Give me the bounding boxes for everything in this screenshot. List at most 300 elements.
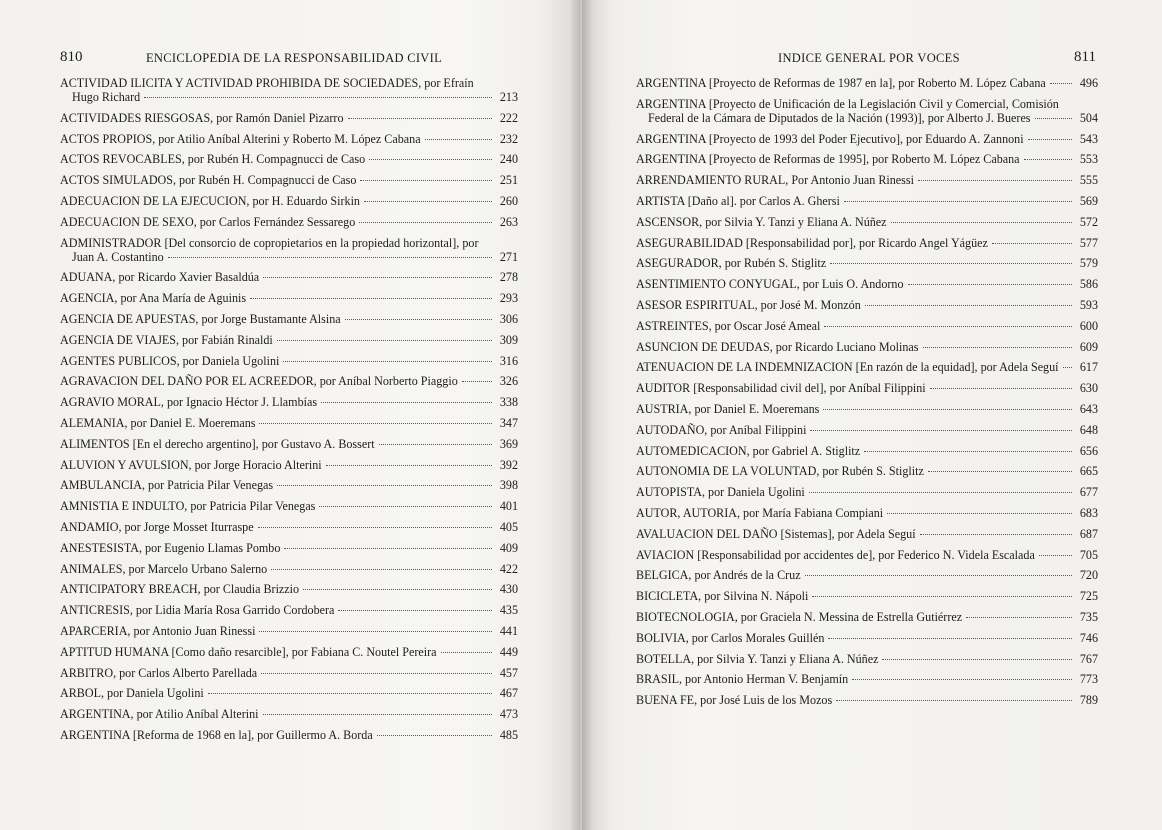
entry-title: AGRAVACION DEL DAÑO POR EL ACREEDOR, por Aníbal Norberto Piaggio [60, 374, 458, 389]
dot-leader [348, 118, 492, 119]
entry-title: ANESTESISTA, por Eugenio Llamas Pombo [60, 540, 281, 555]
entry-row [636, 256, 1098, 270]
entry-row [60, 312, 518, 326]
entry-page-number: 600 [1079, 318, 1098, 333]
index-entry [60, 624, 518, 638]
entry-page-number: 405 [499, 519, 518, 534]
entry-title: ARBITRO, por Carlos Alberto Parellada [60, 665, 258, 680]
dot-leader [259, 631, 492, 632]
entry-row [636, 631, 1098, 645]
running-title: INDICE GENERAL POR VOCES [778, 51, 960, 65]
entry-title: ADUANA, por Ricardo Xavier Basaldúa [60, 270, 260, 285]
dot-leader [1028, 139, 1072, 140]
entry-title: BUENA FE, por José Luis de los Mozos [636, 693, 833, 708]
entry-page-number: 683 [1079, 505, 1098, 520]
entry-row [60, 562, 518, 576]
entry-page-number: 278 [499, 270, 518, 285]
entry-title: AGENCIA, por Ana María de Aguinis [60, 291, 247, 306]
index-entry [636, 589, 1098, 603]
dot-leader [865, 305, 1072, 306]
dot-leader [918, 180, 1072, 181]
entry-row [60, 541, 518, 555]
index-entry [60, 194, 518, 208]
entry-title: ARGENTINA [Proyecto de Reformas de 1995], por Roberto M. López Cabana [636, 152, 1020, 167]
entry-title: AUTONOMIA DE LA VOLUNTAD, por Rubén S. Stiglitz [636, 464, 924, 479]
dot-leader [377, 735, 492, 736]
dot-leader [930, 388, 1072, 389]
dot-leader [258, 527, 492, 528]
dot-leader [891, 222, 1072, 223]
entry-title: BRASIL, por Antonio Herman V. Benjamín [636, 672, 849, 687]
entry-row [636, 693, 1098, 707]
entry-title: AUTODAÑO, por Aníbal Filippini [636, 422, 807, 437]
entry-row [60, 173, 518, 187]
entry-page-number: 467 [499, 686, 518, 701]
dot-leader [259, 423, 492, 424]
dot-leader [369, 159, 492, 160]
index-entry [60, 215, 518, 229]
entry-title: AVALUACION DEL DAÑO [Sistemas], por Adela Seguí [636, 526, 916, 541]
index-entry [636, 506, 1098, 520]
entry-page-number: 572 [1079, 214, 1098, 229]
entry-title: ASEGURABILIDAD [Responsabilidad por], por Ricardo Angel Yágüez [636, 235, 988, 250]
entry-title: ACTOS SIMULADOS, por Rubén H. Compagnucci de Caso [60, 173, 357, 188]
entry-title: AUTOR, AUTORIA, por María Fabiana Compiani [636, 505, 884, 520]
index-entry [60, 76, 518, 104]
entry-page-number: 409 [499, 540, 518, 555]
entry-title: Hugo Richard [72, 90, 141, 104]
entry-page-number: 213 [499, 90, 518, 104]
entry-row [60, 291, 518, 305]
entry-title: AGRAVIO MORAL, por Ignacio Héctor J. Llambías [60, 395, 318, 410]
entry-row [60, 132, 518, 146]
entry-title: AGENCIA DE APUESTAS, por Jorge Bustamante Alsina [60, 311, 341, 326]
entry-title: AGENCIA DE VIAJES, por Fabián Rinaldi [60, 332, 273, 347]
page-number: 811 [1074, 49, 1096, 65]
entry-page-number: 222 [499, 110, 518, 125]
entry-row [636, 464, 1098, 478]
entry-page-number: 485 [499, 727, 518, 742]
entry-page-number: 767 [1079, 651, 1098, 666]
entry-title: ARBOL, por Daniela Ugolini [60, 686, 204, 701]
entry-row [636, 485, 1098, 499]
dot-leader [303, 589, 492, 590]
entry-title: AUSTRIA, por Daniel E. Moeremans [636, 401, 820, 416]
entry-row [60, 250, 518, 264]
entry-page-number: 271 [499, 249, 518, 264]
entry-title: ARGENTINA, por Atilio Aníbal Alterini [60, 707, 259, 722]
entry-row [636, 548, 1098, 562]
entry-row [60, 520, 518, 534]
entry-row [60, 437, 518, 451]
entry-page-number: 326 [499, 374, 518, 389]
entry-page-number: 251 [499, 173, 518, 188]
index-entry [636, 132, 1098, 146]
dot-leader [338, 610, 492, 611]
entry-page-number: 665 [1079, 464, 1098, 479]
entry-page-number: 725 [1079, 589, 1098, 604]
entry-title: ALUVION Y AVULSION, por Jorge Horacio Alterini [60, 457, 322, 472]
entry-title: AVIACION [Responsabilidad por accidentes de], por Federico N. Videla Escalada [636, 547, 1035, 562]
index-entry [60, 458, 518, 472]
entry-title: AMNISTIA E INDULTO, por Patricia Pilar Venegas [60, 499, 316, 514]
dot-leader [168, 257, 492, 258]
dot-leader [441, 652, 492, 653]
entry-row [636, 215, 1098, 229]
index-entry [636, 236, 1098, 250]
dot-leader [208, 693, 492, 694]
dot-leader [277, 340, 492, 341]
entry-row [636, 319, 1098, 333]
index-entry [636, 402, 1098, 416]
entry-title: ASENTIMIENTO CONYUGAL, por Luis O. Andorno [636, 277, 904, 292]
index-entry [636, 381, 1098, 395]
entry-row [636, 111, 1098, 125]
entry-title: ACTOS REVOCABLES, por Rubén H. Compagnucci de Caso [60, 152, 366, 167]
dot-leader [830, 263, 1072, 264]
index-entry [636, 340, 1098, 354]
entry-title: ADECUACION DE LA EJECUCION, por H. Eduardo Sirkin [60, 193, 360, 208]
index-entry [60, 236, 518, 264]
entry-page-number: 789 [1079, 693, 1098, 708]
index-entries [636, 76, 1098, 714]
entry-row [60, 582, 518, 596]
entry-page-number: 401 [499, 499, 518, 514]
dot-leader [321, 402, 492, 403]
index-entry [60, 111, 518, 125]
index-entry [636, 194, 1098, 208]
entry-title: ASCENSOR, por Silvia Y. Tanzi y Eliana A. Núñez [636, 214, 887, 229]
dot-leader [852, 679, 1072, 680]
entry-row [60, 666, 518, 680]
entry-title: ARTISTA [Daño al]. por Carlos A. Ghersi [636, 193, 840, 208]
index-entry [60, 707, 518, 721]
entry-page-number: 309 [499, 332, 518, 347]
dot-leader [319, 506, 492, 507]
entry-title: ANDAMIO, por Jorge Mosset Iturraspe [60, 519, 254, 534]
entry-row [60, 499, 518, 513]
index-entry [636, 215, 1098, 229]
dot-leader [261, 673, 492, 674]
index-entry [60, 312, 518, 326]
index-entry [636, 693, 1098, 707]
entry-title: ASESOR ESPIRITUAL, por José M. Monzón [636, 297, 861, 312]
dot-leader [810, 430, 1072, 431]
dot-leader [1039, 555, 1072, 556]
entry-title: AGENTES PUBLICOS, por Daniela Ugolini [60, 353, 280, 368]
entry-row [60, 728, 518, 742]
entry-page-number: 593 [1079, 297, 1098, 312]
entry-page-number: 496 [1079, 76, 1098, 90]
entry-page-number: 553 [1079, 152, 1098, 167]
entry-row [60, 374, 518, 388]
entry-title: ASUNCION DE DEUDAS, por Ricardo Luciano Molinas [636, 339, 919, 354]
index-entry [60, 478, 518, 492]
entry-row [636, 194, 1098, 208]
entry-title: AUDITOR [Responsabilidad civil del], por Aníbal Filippini [636, 381, 926, 396]
entry-page-number: 735 [1079, 609, 1098, 624]
index-entry [60, 437, 518, 451]
entry-title: ARGENTINA [Proyecto de Reformas de 1987 en la], por Roberto M. López Cabana [636, 76, 1046, 90]
entry-page-number: 293 [499, 291, 518, 306]
entry-title: ARGENTINA [Proyecto de 1993 del Poder Ejecutivo], por Eduardo A. Zannoni [636, 131, 1024, 146]
entry-title: ALIMENTOS [En el derecho argentino], por Gustavo A. Bossert [60, 436, 375, 451]
entry-row [60, 707, 518, 721]
entry-page-number: 263 [499, 214, 518, 229]
entry-page-number: 586 [1079, 277, 1098, 292]
entry-title: ACTIVIDADES RIESGOSAS, por Ramón Daniel Pizarro [60, 110, 344, 125]
right-page [582, 0, 1162, 830]
entry-row [636, 152, 1098, 166]
entry-row [60, 333, 518, 347]
index-entry [636, 548, 1098, 562]
entry-title: ARGENTINA [Reforma de 1968 en la], por Guillermo A. Borda [60, 727, 373, 742]
entry-page-number: 240 [499, 152, 518, 167]
entry-row [636, 423, 1098, 437]
entry-row [60, 416, 518, 430]
entry-page-number: 369 [499, 436, 518, 451]
entry-row [636, 236, 1098, 250]
index-entry [60, 416, 518, 430]
index-entry [60, 520, 518, 534]
dot-leader [144, 97, 492, 98]
entry-page-number: 232 [499, 131, 518, 146]
index-entry [636, 527, 1098, 541]
entry-row [636, 589, 1098, 603]
entry-title-line: ACTIVIDAD ILICITA Y ACTIVIDAD PROHIBIDA DE SOCIEDADES, por Efraín [60, 76, 474, 90]
entry-title: APTITUD HUMANA [Como daño resarcible], por Fabiana C. Noutel Pereira [60, 644, 437, 659]
index-entry [60, 666, 518, 680]
entry-title: ANIMALES, por Marcelo Urbano Salerno [60, 561, 268, 576]
entry-row [60, 270, 518, 284]
entry-row [60, 478, 518, 492]
entry-row [636, 672, 1098, 686]
entry-row [636, 402, 1098, 416]
entry-title-line: ARGENTINA [Proyecto de Unificación de la Legislación Civil y Comercial, Comisión [636, 96, 1059, 111]
index-entry [60, 562, 518, 576]
entry-row [636, 568, 1098, 582]
entry-title: BICICLETA, por Silvina N. Nápoli [636, 589, 809, 604]
entry-row [636, 444, 1098, 458]
entry-row [636, 340, 1098, 354]
index-entry [60, 499, 518, 513]
entry-page-number: 687 [1079, 526, 1098, 541]
entry-page-number: 422 [499, 561, 518, 576]
index-entry [636, 672, 1098, 686]
dot-leader [1024, 159, 1072, 160]
index-entry [60, 395, 518, 409]
dot-leader [824, 326, 1072, 327]
entry-row [636, 173, 1098, 187]
entry-row [60, 215, 518, 229]
entry-row [60, 686, 518, 700]
dot-leader [823, 409, 1072, 410]
index-entry [60, 291, 518, 305]
entry-page-number: 643 [1079, 401, 1098, 416]
index-entry [60, 152, 518, 166]
dot-leader [1050, 83, 1072, 84]
entry-page-number: 555 [1079, 173, 1098, 188]
dot-leader [359, 222, 492, 223]
dot-leader [263, 277, 492, 278]
entry-row [60, 354, 518, 368]
index-entry [636, 568, 1098, 582]
entry-title: AUTOPISTA, por Daniela Ugolini [636, 485, 805, 500]
dot-leader [326, 465, 492, 466]
entry-title: ANTICRESIS, por Lidia María Rosa Garrido Cordobera [60, 603, 335, 618]
index-entry [636, 256, 1098, 270]
entry-title: AMBULANCIA, por Patricia Pilar Venegas [60, 478, 274, 493]
entry-row [60, 152, 518, 166]
entry-page-number: 441 [499, 623, 518, 638]
entry-page-number: 609 [1079, 339, 1098, 354]
index-entry [60, 132, 518, 146]
index-entry [636, 444, 1098, 458]
index-entry [60, 686, 518, 700]
index-entry [636, 319, 1098, 333]
entry-row [636, 360, 1098, 374]
entry-page-number: 630 [1079, 381, 1098, 396]
dot-leader [887, 513, 1072, 514]
entry-page-number: 656 [1079, 443, 1098, 458]
index-entry [60, 354, 518, 368]
entry-page-number: 705 [1079, 547, 1098, 562]
dot-leader [1035, 118, 1072, 119]
index-entry [60, 645, 518, 659]
dot-leader [809, 492, 1072, 493]
entry-title: ATENUACION DE LA INDEMNIZACION [En razón de la equidad], por Adela Seguí [636, 360, 1059, 375]
entry-page-number: 569 [1079, 193, 1098, 208]
index-entry [636, 173, 1098, 187]
entry-title: BELGICA, por Andrés de la Cruz [636, 568, 801, 583]
index-entry [636, 277, 1098, 291]
entry-title: BIOTECNOLOGIA, por Graciela N. Messina de Estrella Gutiérrez [636, 609, 963, 624]
dot-leader [360, 180, 492, 181]
index-entry [636, 610, 1098, 624]
entry-page-number: 773 [1079, 672, 1098, 687]
entry-title: APARCERIA, por Antonio Juan Rinessi [60, 623, 256, 638]
entry-title: ARRENDAMIENTO RURAL, Por Antonio Juan Rinessi [636, 173, 914, 188]
dot-leader [828, 638, 1072, 639]
entry-row [636, 610, 1098, 624]
dot-leader [379, 444, 492, 445]
entry-row [60, 645, 518, 659]
dot-leader [250, 298, 492, 299]
running-title: ENCICLOPEDIA DE LA RESPONSABILIDAD CIVIL [146, 51, 443, 65]
entry-row [60, 624, 518, 638]
dot-leader [263, 714, 492, 715]
dot-leader [844, 201, 1072, 202]
index-entry [60, 374, 518, 388]
entry-page-number: 579 [1079, 256, 1098, 271]
dot-leader [812, 596, 1072, 597]
entry-page-number: 473 [499, 707, 518, 722]
entry-title: BOTELLA, por Silvia Y. Tanzi y Eliana A. Núñez [636, 651, 879, 666]
entry-page-number: 746 [1079, 630, 1098, 645]
entry-row [60, 194, 518, 208]
entry-row [636, 527, 1098, 541]
entry-row [636, 132, 1098, 146]
index-entry [60, 582, 518, 596]
dot-leader [992, 243, 1072, 244]
dot-leader [345, 319, 492, 320]
index-entry [636, 485, 1098, 499]
index-entry [636, 76, 1098, 90]
entry-page-number: 677 [1079, 485, 1098, 500]
index-entry [60, 173, 518, 187]
entry-page-number: 577 [1079, 235, 1098, 250]
dot-leader [462, 381, 492, 382]
index-entries [60, 76, 518, 749]
entry-title: ANTICIPATORY BREACH, por Claudia Brizzio [60, 582, 300, 597]
entry-row [60, 458, 518, 472]
index-entry [636, 97, 1098, 125]
index-entry [60, 541, 518, 555]
entry-page-number: 338 [499, 395, 518, 410]
dot-leader [1063, 367, 1072, 368]
entry-page-number: 260 [499, 193, 518, 208]
entry-title: ADECUACION DE SEXO, por Carlos Fernández Sessarego [60, 214, 356, 229]
dot-leader [805, 575, 1072, 576]
index-entry [60, 270, 518, 284]
entry-page-number: 543 [1079, 131, 1098, 146]
dot-leader [283, 361, 492, 362]
gutter-shadow [540, 0, 580, 830]
entry-page-number: 430 [499, 582, 518, 597]
entry-title: ALEMANIA, por Daniel E. Moeremans [60, 415, 256, 430]
dot-leader [364, 201, 492, 202]
entry-row [636, 277, 1098, 291]
entry-row [636, 381, 1098, 395]
entry-title: ASEGURADOR, por Rubén S. Stiglitz [636, 256, 827, 271]
index-entry [636, 423, 1098, 437]
entry-title: ACTOS PROPIOS, por Atilio Aníbal Alterini y Roberto M. López Cabana [60, 131, 421, 146]
dot-leader [882, 659, 1072, 660]
entry-page-number: 648 [1079, 422, 1098, 437]
entry-row [60, 111, 518, 125]
index-entry [636, 631, 1098, 645]
entry-title: AUTOMEDICACION, por Gabriel A. Stiglitz [636, 443, 861, 458]
entry-page-number: 720 [1079, 568, 1098, 583]
index-entry [60, 728, 518, 742]
entry-title: Federal de la Cámara de Diputados de la Nación (1993)], por Alberto J. Bueres [648, 110, 1031, 125]
entry-page-number: 617 [1079, 360, 1098, 375]
entry-row [60, 603, 518, 617]
dot-leader [277, 485, 492, 486]
index-entry [636, 152, 1098, 166]
entry-page-number: 316 [499, 353, 518, 368]
entry-row [60, 90, 518, 104]
dot-leader [271, 569, 492, 570]
dot-leader [836, 700, 1072, 701]
index-entry [636, 298, 1098, 312]
entry-page-number: 347 [499, 415, 518, 430]
entry-page-number: 392 [499, 457, 518, 472]
dot-leader [923, 347, 1073, 348]
entry-row [636, 652, 1098, 666]
page-number: 810 [60, 49, 83, 65]
entry-row [636, 506, 1098, 520]
entry-row [636, 298, 1098, 312]
entry-title: Juan A. Costantino [72, 249, 164, 264]
index-entry [60, 333, 518, 347]
dot-leader [908, 284, 1072, 285]
entry-title: ASTREINTES, por Oscar José Ameal [636, 318, 821, 333]
entry-page-number: 449 [499, 644, 518, 659]
index-entry [636, 464, 1098, 478]
dot-leader [425, 139, 492, 140]
entry-page-number: 398 [499, 478, 518, 493]
